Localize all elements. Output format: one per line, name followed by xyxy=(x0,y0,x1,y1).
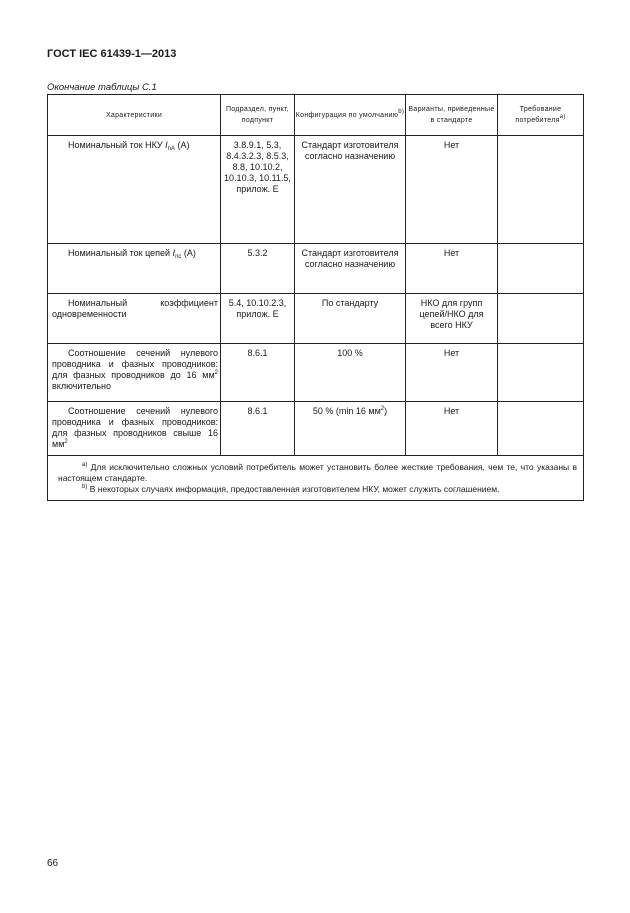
cell-user-requirement xyxy=(498,244,584,294)
document-standard-header: ГОСТ IEC 61439-1—2013 xyxy=(47,48,177,60)
cell-default-config: Стандарт изготовителя согласно назначению xyxy=(295,136,406,244)
cell-variants: Нет xyxy=(406,136,498,244)
column-header-user-requirement: Требование потребителя$^{a)}$ xyxy=(498,95,584,136)
page-number: 66 xyxy=(47,858,59,869)
cell-characteristic: Номинальный ток НКУ $I_{nA}$ (А) xyxy=(48,136,221,244)
cell-characteristic: Номинальный коэффициент одновременности xyxy=(48,294,221,344)
column-header-characteristic: Характеристики xyxy=(48,95,221,136)
table-row xyxy=(48,402,584,456)
table-row xyxy=(48,344,584,402)
table-caption: Окончание таблицы С.1 xyxy=(47,82,157,93)
column-header-default-config: Конфигурация по умолчанию$^{b)}$ xyxy=(295,95,406,136)
table-row xyxy=(48,294,584,344)
footnote-a: $^{a)}$ Для исключительно сложных условий потребитель может установить более жесткие требования, чем те, что указаны в настоящем стандарте. xyxy=(58,462,577,483)
table-row xyxy=(48,244,584,294)
cell-characteristic: Соотношение сечений нулевого проводника и фазных проводников: для фазных проводников свыше 16 $мм^2$ xyxy=(48,402,221,456)
cell-variants: Нет xyxy=(406,402,498,456)
cell-variants: НКО для групп цепей/НКО для всего НКУ xyxy=(406,294,498,344)
requirements-table xyxy=(47,94,584,501)
cell-characteristic: Номинальный ток цепей $I_{nc}$ (А) xyxy=(48,244,221,294)
cell-default-config: Стандарт изготовителя согласно назначению xyxy=(295,244,406,294)
cell-variants: Нет xyxy=(406,244,498,294)
table-header-row xyxy=(48,95,584,136)
table-notes xyxy=(48,456,584,501)
column-header-variants: Варианты, приведенные в стандарте xyxy=(406,95,498,136)
cell-subsection: 8.6.1 xyxy=(221,402,295,456)
cell-subsection: 5.3.2 xyxy=(221,244,295,294)
cell-subsection: 3.8.9.1, 5.3, 8.4.3.2.3, 8.5.3, 8.8, 10.10.2, 10.10.3, 10.11.5, прилож. Е xyxy=(221,136,295,244)
cell-user-requirement xyxy=(498,136,584,244)
cell-variants: Нет xyxy=(406,344,498,402)
cell-user-requirement xyxy=(498,344,584,402)
cell-subsection: 5.4, 10.10.2.3, прилож. Е xyxy=(221,294,295,344)
cell-subsection: 8.6.1 xyxy=(221,344,295,402)
table-notes-row xyxy=(48,456,584,501)
cell-user-requirement xyxy=(498,402,584,456)
cell-characteristic: Соотношение сечений нулевого проводника и фазных проводников: для фазных проводников до 16 $мм^2$ включительно xyxy=(48,344,221,402)
cell-default-config: 50 % (min 16 $мм^2$) xyxy=(295,402,406,456)
cell-user-requirement xyxy=(498,294,584,344)
cell-default-config: По стандарту xyxy=(295,294,406,344)
column-header-subsection: Подраздел, пункт, подпункт xyxy=(221,95,295,136)
table-row xyxy=(48,136,584,244)
footnote-b: $^{b)}$ В некоторых случаях информация, предоставленная изготовителем НКУ, может служить соглашением. xyxy=(82,484,500,494)
cell-default-config: 100 % xyxy=(295,344,406,402)
